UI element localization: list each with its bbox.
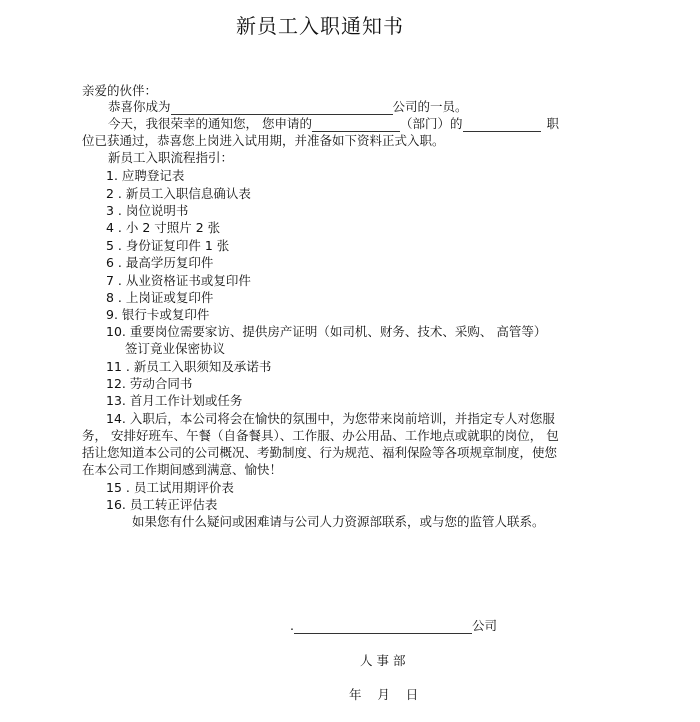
list-item: 15 . 员工试用期评价表 [106,480,234,495]
list-item-continuation: 签订竟业保密协议 [125,341,226,356]
list-item: 5 . 身份证复印件 1 张 [106,238,230,253]
closing-text: 如果您有什么疑问或困难请与公司人力资源部联系，或与您的监管人联系。 [132,514,545,529]
list-item: 16. 员工转正评估表 [106,497,218,512]
signature-company-suffix: 公司 [471,618,497,633]
signature-date: 年 月 日 [349,687,419,702]
list-item: 2 . 新员工入职信息确认表 [106,186,251,201]
notice-line-2: 位已获通过，恭喜您上岗进入试用期，并准备如下资料正式入职。 [82,133,445,148]
signature-department: 人 事 部 [360,653,406,668]
signature-company-blank [294,620,472,634]
list-item: 7 . 从业资格证书或复印件 [106,273,251,288]
congrats-suffix: 公司的一员。 [392,99,468,114]
list-item: 3 . 岗位说明书 [106,203,189,218]
signature-company-line [290,618,497,634]
list-item: 13. 首月工作计划或任务 [106,393,243,408]
list-item: 11 . 新员工入职须知及承诺书 [106,359,272,374]
company-name-blank [171,101,393,115]
list-item: 6 . 最高学历复印件 [106,255,214,270]
document-title: 新员工入职通知书 [236,14,404,38]
list-item: 1. 应聘登记表 [106,168,185,183]
position-blank [463,118,541,132]
list-item: 8 . 上岗证或复印件 [106,290,214,305]
list-item: 4 . 小 2 寸照片 2 张 [106,220,221,235]
list-item: 9. 银行卡或复印件 [106,307,210,322]
notice-part2: （部门）的 [399,116,463,131]
list-item: 10. 重要岗位需要家访、提供房产证明（如司机、财务、技术、采购、 高管等） [106,324,547,339]
item-14-paragraph: 14. 入职后，本公司将会在愉快的氛围中，为您带来岗前培训，并指定专人对您服务， 安排好班车、午餐（自备餐具）、工作服、办公用品、工作地点或就职的岗位， 包括让您知道本公司的公司概况、考勤制度、行为规范、福利保险等各项规章制度，使您在本公司工作期间感到满意、愉快！ [82,411,559,477]
signature-dot: . [290,618,294,633]
guide-title: 新员工入职流程指引： [108,150,234,165]
notice-line-1 [108,116,559,132]
notice-part1: 今天，我很荣幸的通知您， 您申请的 [108,116,312,131]
greeting: 亲爱的伙伴： [82,83,158,98]
notice-part3: 职 [546,116,560,131]
congrats-line [108,99,468,115]
congrats-prefix: 恭喜你成为 [108,99,171,114]
list-item: 12. 劳动合同书 [106,376,193,391]
department-blank [312,118,400,132]
